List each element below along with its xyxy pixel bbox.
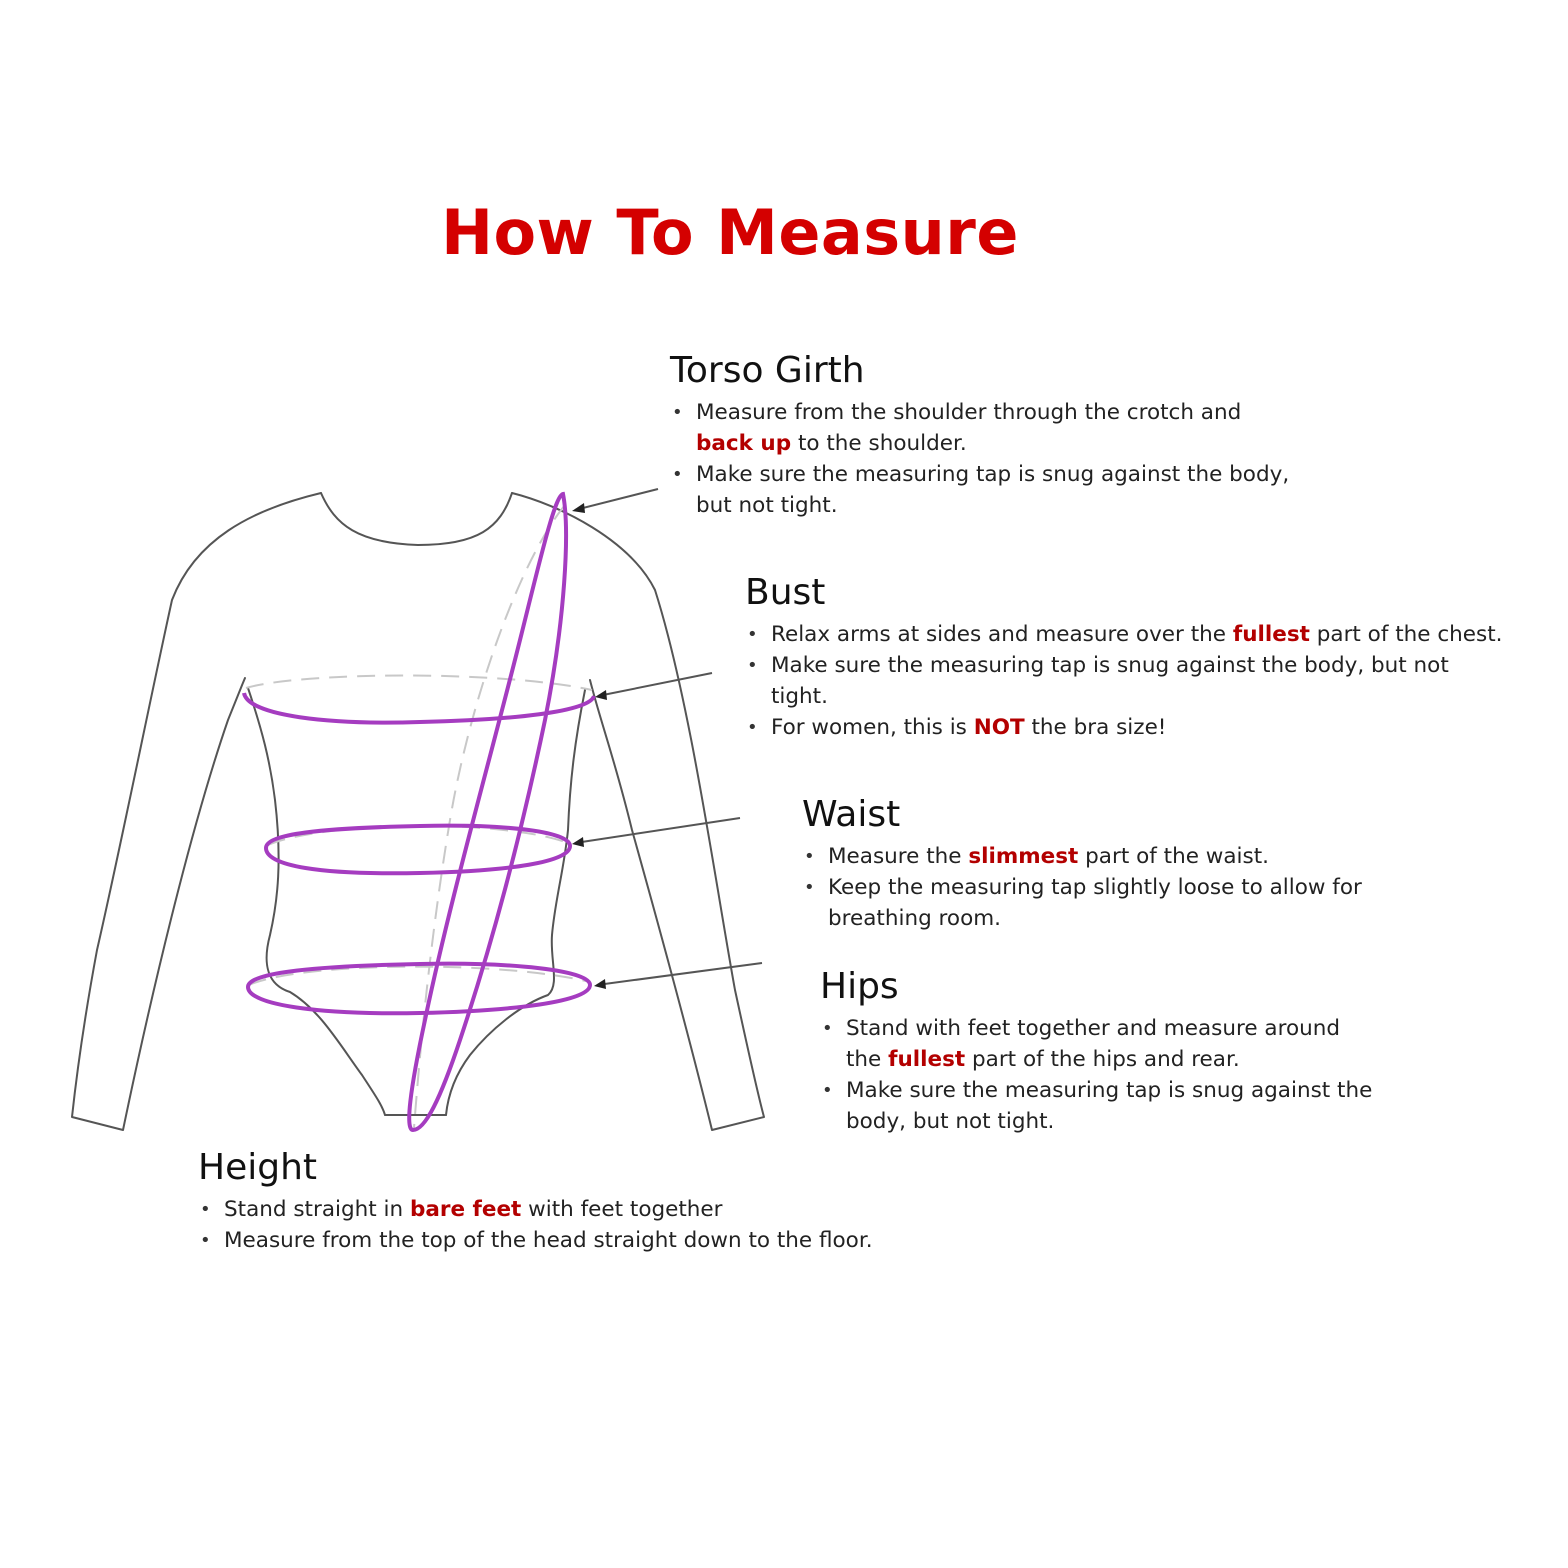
bullet-text: Measure the — [828, 844, 969, 869]
hips-section — [820, 966, 1380, 1137]
waist-pointer — [575, 818, 740, 843]
neckline-outline — [321, 493, 512, 545]
hips-heading: Hips — [820, 966, 899, 1007]
bullet-text: Relax arms at sides and measure over the — [771, 622, 1233, 647]
highlight-text: fullest — [1232, 622, 1310, 647]
bullet-text: to the shoulder. — [791, 431, 967, 456]
bullet-item — [802, 872, 1362, 934]
hips-bullets — [820, 1013, 1380, 1137]
bullet-text: Keep the measuring tap slightly loose to allow for breathing room. — [828, 875, 1362, 931]
bullet-text: part of the waist. — [1078, 844, 1269, 869]
hips-arrowhead — [594, 979, 606, 989]
highlight-text: slimmest — [968, 844, 1079, 869]
bullet-text: part of the hips and rear. — [965, 1047, 1240, 1072]
torso-left-outline — [248, 688, 385, 1115]
waist-heading: Waist — [802, 794, 901, 835]
bullet-item — [820, 1075, 1380, 1137]
bullet-item — [745, 619, 1505, 650]
highlight-text: fullest — [888, 1047, 966, 1072]
bust-bullets — [745, 619, 1505, 743]
torso-girth-heading: Torso Girth — [670, 350, 865, 391]
bust-heading: Bust — [745, 572, 826, 613]
height-heading: Height — [198, 1147, 318, 1188]
hips-pointer — [597, 963, 762, 985]
bullet-item — [820, 1013, 1380, 1075]
bullet-item — [745, 712, 1505, 743]
bullet-item — [802, 841, 1362, 872]
waist-arrowhead — [572, 837, 584, 847]
bullet-item — [198, 1225, 918, 1256]
bullet-item — [670, 397, 1290, 459]
bullet-text: Make sure the measuring tap is snug against the body, but not tight. — [771, 653, 1449, 709]
waist-section — [802, 794, 1362, 934]
bust-section — [745, 572, 1505, 743]
bust-arrowhead — [595, 690, 607, 700]
bullet-text: Make sure the measuring tap is snug against the body, but not tight. — [846, 1078, 1373, 1134]
left-sleeve-outline — [72, 493, 321, 1130]
bullet-item — [670, 459, 1290, 521]
height-bullets — [198, 1194, 918, 1256]
torso-girth-bullets — [670, 397, 1290, 521]
bullet-text: the bra size! — [1024, 715, 1167, 740]
bullet-text: part of the chest. — [1309, 622, 1503, 647]
waist-bullets — [802, 841, 1362, 934]
height-section — [198, 1147, 918, 1256]
bullet-item — [198, 1194, 918, 1225]
bullet-item — [745, 650, 1505, 712]
highlight-text: NOT — [973, 715, 1025, 740]
highlight-text: back up — [696, 431, 792, 456]
hips-tape — [248, 964, 590, 1014]
bust-pointer — [598, 673, 712, 696]
torso-girth-pointer — [575, 489, 658, 510]
bust-tape — [244, 693, 594, 723]
page-title: How To Measure — [441, 196, 1019, 269]
right-sleeve-outline — [512, 493, 764, 1130]
bullet-text: Make sure the measuring tap is snug against the body, but not tight. — [696, 462, 1290, 518]
bullet-text: with feet together — [521, 1197, 723, 1222]
highlight-text: bare feet — [409, 1197, 522, 1222]
bullet-text: For women, this is — [771, 715, 974, 740]
bullet-text: Measure from the shoulder through the crotch and — [696, 400, 1242, 425]
torso-girth-arrowhead — [572, 503, 585, 513]
torso-girth-section — [670, 350, 1290, 521]
bullet-text: Stand straight in — [224, 1197, 410, 1222]
bullet-text: Measure from the top of the head straight down to the floor. — [224, 1228, 873, 1253]
bust-back-dash — [246, 676, 592, 691]
torso-right-outline — [446, 690, 585, 1115]
bullet-text: Stand with feet together and measure around the — [846, 1016, 1340, 1072]
